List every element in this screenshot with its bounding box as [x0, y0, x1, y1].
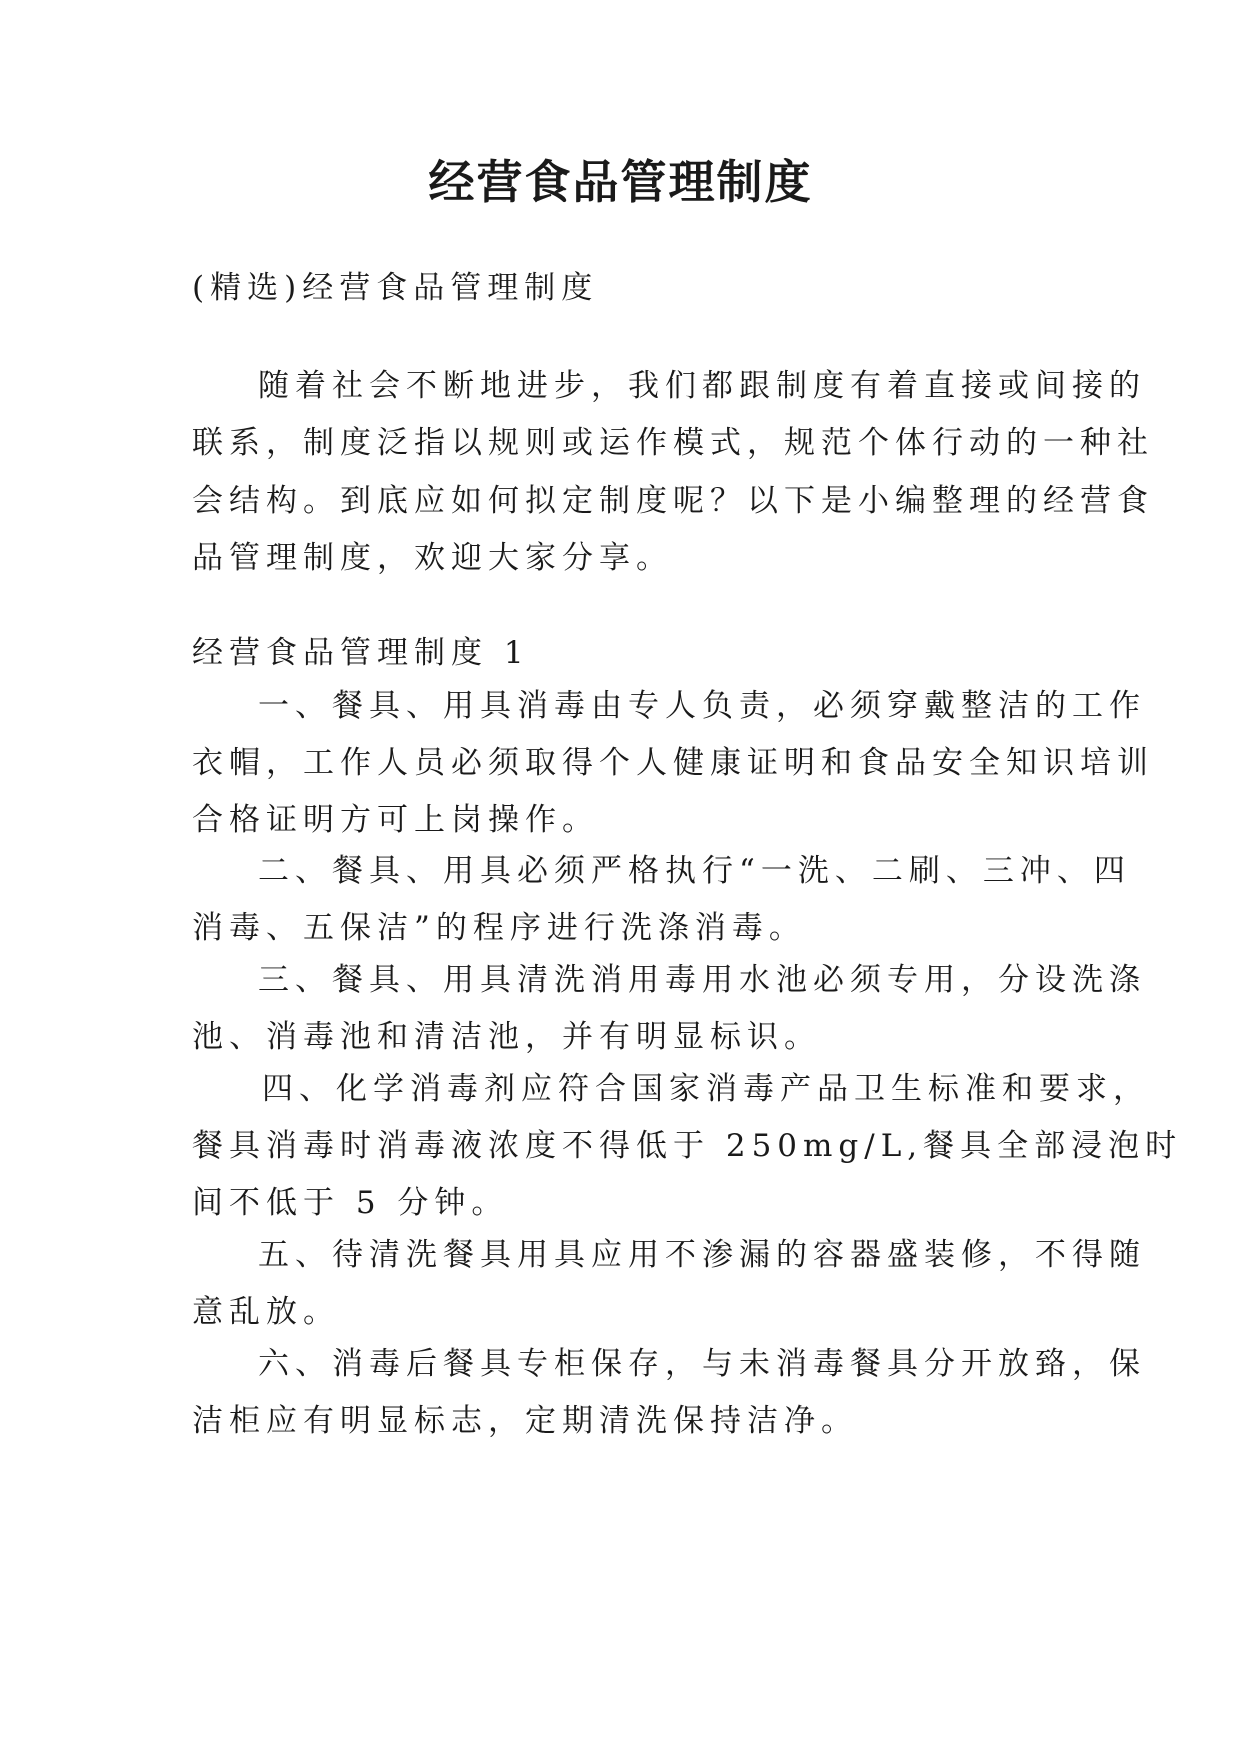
item-4-line-2: 餐具消毒时消毒液浓度不得低于 250mg/L,餐具全部浸泡时	[192, 1128, 1183, 1164]
item-1-line-1: 一、餐具、用具消毒由专人负责，必须穿戴整洁的工作	[258, 688, 1146, 724]
intro-line-3: 会结构。到底应如何拟定制度呢？以下是小编整理的经营食	[192, 483, 1154, 519]
item-5-line-2: 意乱放。	[192, 1294, 340, 1330]
item-5-line-1: 五、待清洗餐具用具应用不渗漏的容器盛装修，不得随	[258, 1237, 1146, 1273]
intro-line-1: 随着社会不断地进步，我们都跟制度有着直接或间接的	[258, 368, 1146, 404]
item-1-line-3: 合格证明方可上岗操作。	[192, 802, 599, 838]
item-6-line-2: 洁柜应有明显标志，定期清洗保持洁净。	[192, 1403, 858, 1439]
item-3-line-1: 三、餐具、用具清洗消用毒用水池必须专用，分设洗涤	[258, 962, 1146, 998]
item-2-line-2: 消毒、五保洁”的程序进行洗涤消毒。	[192, 910, 806, 946]
section-heading: 经营食品管理制度 1	[192, 635, 530, 671]
document-title: 经营食品管理制度	[428, 155, 813, 209]
document-subtitle: (精选)经营食品管理制度	[192, 270, 599, 306]
item-6-line-1: 六、消毒后餐具专柜保存，与未消毒餐具分开放臵，保	[258, 1346, 1146, 1382]
item-4-line-1: 四、化学消毒剂应符合国家消毒产品卫生标准和要求，	[262, 1071, 1150, 1107]
intro-line-4: 品管理制度，欢迎大家分享。	[192, 540, 673, 576]
item-4-line-3: 间不低于 5 分钟。	[192, 1185, 509, 1221]
item-2-line-1: 二、餐具、用具必须严格执行“一洗、二刷、三冲、四	[258, 853, 1131, 889]
intro-line-2: 联系，制度泛指以规则或运作模式，规范个体行动的一种社	[192, 425, 1154, 461]
item-3-line-2: 池、消毒池和清洁池，并有明显标识。	[192, 1019, 821, 1055]
item-1-line-2: 衣帽，工作人员必须取得个人健康证明和食品安全知识培训	[192, 745, 1154, 781]
